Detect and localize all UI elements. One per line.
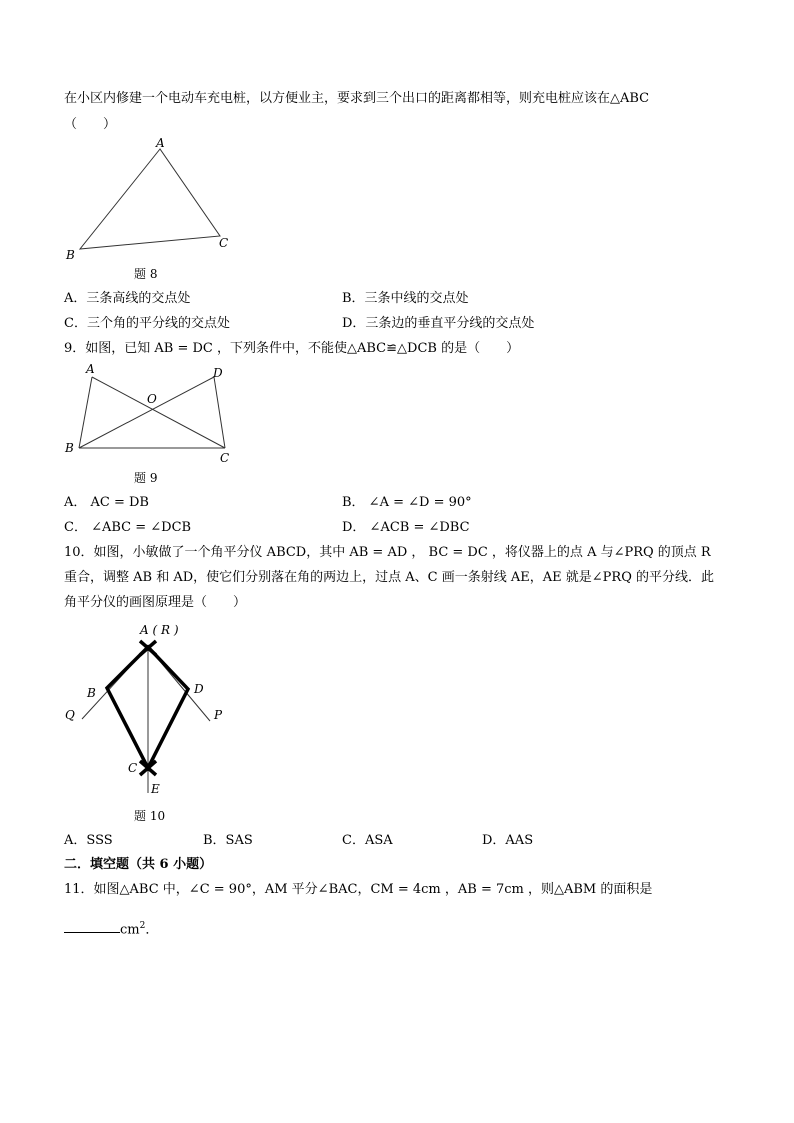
triangle-abc xyxy=(80,149,220,249)
q11-stem: 11．如图△ABC 中，∠C = 90°，AM 平分∠BAC，CM = 4cm ，AB = 7cm ，则△ABM 的面积是 xyxy=(64,882,653,897)
label-b: B xyxy=(65,441,74,455)
q10-stem-line-2: 重合，调整 AB 和 AD，使它们分别落在角的两边上，过点 A、C 画一条射线 AE，AE 就是∠PRQ 的平分线．此 xyxy=(64,570,714,585)
label-c: C xyxy=(220,451,230,465)
label-a-r: A ( R ) xyxy=(140,623,179,637)
label-c: C xyxy=(128,761,138,775)
q9-option-a[interactable]: A． AC = DB xyxy=(64,495,149,510)
q8-figure-triangle xyxy=(60,135,250,265)
label-a: A xyxy=(86,362,95,376)
label-e: E xyxy=(151,782,160,796)
q8-stem: 在小区内修建一个电动车充电桩，以方便业主，要求到三个出口的距离都相等，则充电桩应该在△ABC xyxy=(64,91,650,106)
q9-option-c[interactable]: C． ∠ABC = ∠DCB xyxy=(64,520,192,535)
q10-fig-caption: 题 10 xyxy=(134,809,166,823)
q11-answer-blank[interactable] xyxy=(64,920,120,933)
label-o: O xyxy=(147,392,157,406)
label-d: D xyxy=(194,682,204,696)
q11-unit-exponent: 2 xyxy=(139,921,146,931)
q8-option-c[interactable]: C．三个角的平分线的交点处 xyxy=(64,316,230,331)
q10-stem-line-3: 角平分仪的画图原理是（ ） xyxy=(64,595,247,610)
q11-unit: cm xyxy=(120,922,140,938)
label-b: B xyxy=(66,248,75,262)
q8-option-a[interactable]: A．三条高线的交点处 xyxy=(64,291,191,306)
q8-answer-paren: （ ） xyxy=(64,117,117,132)
q11-end-mark: ． xyxy=(145,922,159,938)
q11-answer-line xyxy=(64,917,158,939)
label-p: P xyxy=(214,708,223,722)
label-b: B xyxy=(87,686,96,700)
section-heading: 二．填空题（共 6 小题） xyxy=(64,857,213,872)
q10-option-d[interactable]: D．AAS xyxy=(482,833,534,848)
q9-figure-quadrilateral xyxy=(62,363,242,468)
q9-option-b[interactable]: B． ∠A = ∠D = 90° xyxy=(342,495,472,510)
q8-option-b[interactable]: B．三条中线的交点处 xyxy=(342,291,469,306)
q10-option-b[interactable]: B．SAS xyxy=(203,833,253,848)
q10-figure-angle-bisector xyxy=(60,615,240,810)
q10-option-a[interactable]: A．SSS xyxy=(64,833,113,848)
q8-fig-caption: 题 8 xyxy=(134,267,158,281)
q10-stem-line-1: 10．如图，小敏做了一个角平分仪 ABCD，其中 AB = AD ， BC = DC ，将仪器上的点 A 与∠PRQ 的顶点 R xyxy=(64,545,711,560)
q9-stem: 9．如图，已知 AB = DC ，下列条件中，不能使△ABC≌△DCB 的是（ ） xyxy=(64,341,520,356)
label-a: A xyxy=(156,136,165,150)
label-q: Q xyxy=(65,708,75,722)
label-c: C xyxy=(219,236,229,250)
q10-option-c[interactable]: C．ASA xyxy=(342,833,393,848)
q9-fig-caption: 题 9 xyxy=(134,471,158,485)
q8-option-d[interactable]: D．三条边的垂直平分线的交点处 xyxy=(342,316,535,331)
q9-option-d[interactable]: D． ∠ACB = ∠DBC xyxy=(342,520,470,535)
label-d: D xyxy=(213,366,223,380)
